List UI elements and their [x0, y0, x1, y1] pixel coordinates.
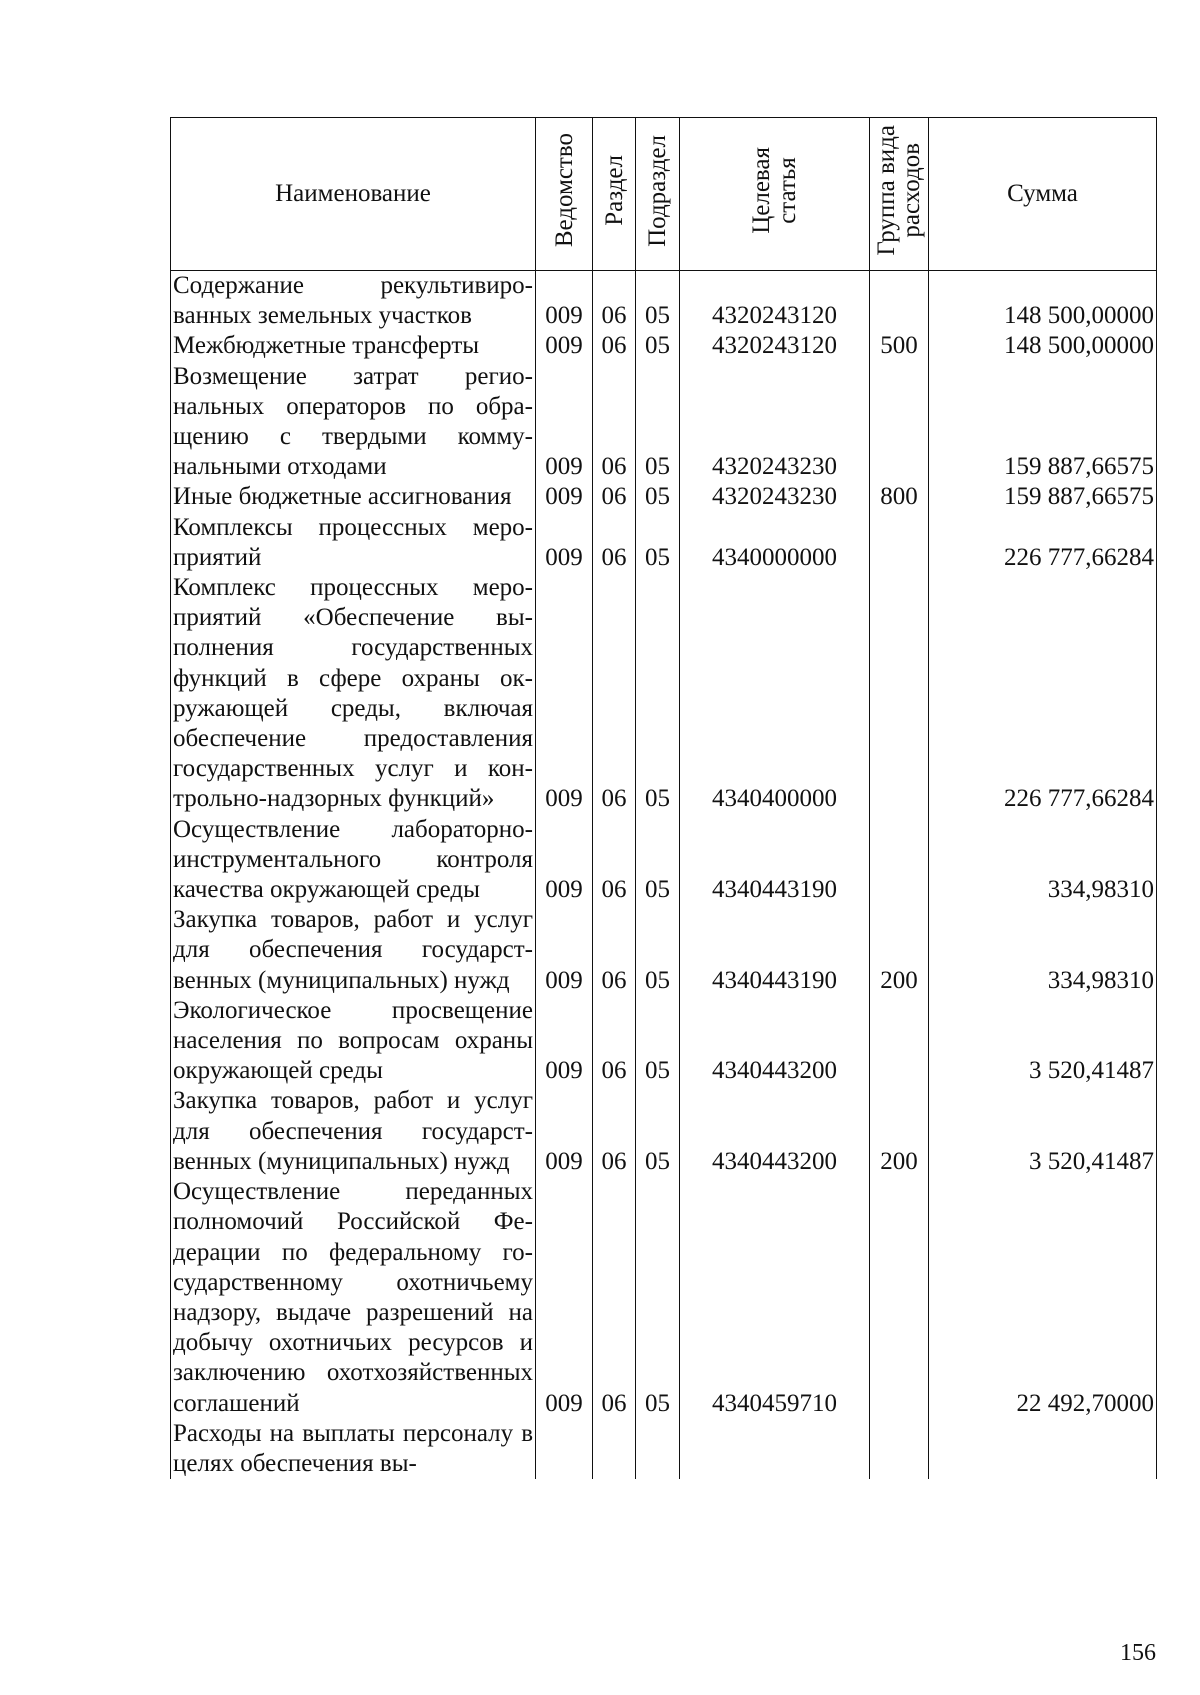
cell-vedomstvo: 009 [536, 362, 593, 483]
header-expense-group: Группа вида расходов [870, 118, 929, 271]
cell-name: Экологическое просвещение населения по вопросам охраны окружающей среды [171, 996, 536, 1087]
cell-podrazdel: 05 [636, 815, 680, 906]
cell-sum [929, 1419, 1157, 1479]
header-sum: Сумма [929, 118, 1157, 271]
cell-razdel: 06 [593, 905, 636, 996]
cell-expense-group [870, 1419, 929, 1479]
cell-expense-group [870, 815, 929, 906]
table-header [171, 118, 1157, 271]
cell-name: Осуществление переданных полномочий Российской Федерации по федеральному государственному охотничьему надзору, выдаче разрешений на добычу охотничьих ресурсов и заключению охотхозяйственных соглашений [171, 1177, 536, 1419]
cell-podrazdel: 05 [636, 271, 680, 332]
cell-expense-group [870, 271, 929, 332]
cell-name: Иные бюджетные ассигнования [171, 482, 536, 512]
cell-vedomstvo: 009 [536, 996, 593, 1087]
cell-target-article: 4340400000 [680, 573, 870, 815]
cell-razdel: 06 [593, 271, 636, 332]
table-row [171, 573, 1157, 815]
cell-target-article: 4340443190 [680, 905, 870, 996]
cell-target-article: 4320243120 [680, 271, 870, 332]
cell-sum: 226 777,66284 [929, 513, 1157, 573]
cell-expense-group: 200 [870, 905, 929, 996]
table-row [171, 905, 1157, 996]
table-row [171, 1086, 1157, 1177]
cell-expense-group: 500 [870, 331, 929, 361]
cell-name: Осуществление лабораторно-инструментального контроля качества окружающей среды [171, 815, 536, 906]
cell-podrazdel: 05 [636, 331, 680, 361]
table-row [171, 996, 1157, 1087]
cell-podrazdel: 05 [636, 362, 680, 483]
cell-expense-group [870, 573, 929, 815]
cell-razdel: 06 [593, 331, 636, 361]
cell-expense-group: 200 [870, 1086, 929, 1177]
cell-sum: 334,98310 [929, 905, 1157, 996]
cell-sum: 159 887,66575 [929, 482, 1157, 512]
table-row [171, 1177, 1157, 1419]
cell-razdel: 06 [593, 362, 636, 483]
cell-razdel: 06 [593, 482, 636, 512]
cell-name: Содержание рекультивированных земельных участков [171, 271, 536, 332]
cell-expense-group [870, 1177, 929, 1419]
cell-expense-group [870, 362, 929, 483]
table-row [171, 482, 1157, 512]
cell-podrazdel: 05 [636, 1086, 680, 1177]
cell-razdel [593, 1419, 636, 1479]
cell-razdel: 06 [593, 1086, 636, 1177]
header-podrazdel: Подраздел [636, 118, 680, 271]
table-row [171, 513, 1157, 573]
cell-target-article: 4340443200 [680, 996, 870, 1087]
cell-sum: 148 500,00000 [929, 331, 1157, 361]
cell-name: Расходы на выплаты персоналу в целях обеспечения вы- [171, 1419, 536, 1479]
table-row [171, 331, 1157, 361]
cell-target-article: 4320243120 [680, 331, 870, 361]
cell-target-article [680, 1419, 870, 1479]
cell-sum: 3 520,41487 [929, 1086, 1157, 1177]
cell-target-article: 4320243230 [680, 482, 870, 512]
cell-sum: 3 520,41487 [929, 996, 1157, 1087]
header-target-article: Целевая статья [680, 118, 870, 271]
table-row [171, 815, 1157, 906]
cell-razdel: 06 [593, 815, 636, 906]
cell-vedomstvo: 009 [536, 1177, 593, 1419]
cell-expense-group [870, 996, 929, 1087]
cell-podrazdel [636, 1419, 680, 1479]
table-row [171, 1419, 1157, 1479]
cell-sum: 159 887,66575 [929, 362, 1157, 483]
cell-name: Комплекс процессных мероприятий «Обеспечение выполнения государственных функций в сфере охраны окружающей среды, включая обеспечение предоставления государственных услуг и контрольно-надзорных функций» [171, 573, 536, 815]
cell-razdel: 06 [593, 1177, 636, 1419]
cell-target-article: 4320243230 [680, 362, 870, 483]
cell-vedomstvo: 009 [536, 513, 593, 573]
cell-podrazdel: 05 [636, 482, 680, 512]
cell-name: Закупка товаров, работ и услуг для обеспечения государственных (муниципальных) нужд [171, 1086, 536, 1177]
cell-sum: 148 500,00000 [929, 271, 1157, 332]
cell-razdel: 06 [593, 513, 636, 573]
cell-razdel: 06 [593, 573, 636, 815]
cell-sum: 334,98310 [929, 815, 1157, 906]
cell-podrazdel: 05 [636, 513, 680, 573]
cell-vedomstvo: 009 [536, 482, 593, 512]
cell-target-article: 4340000000 [680, 513, 870, 573]
budget-table [170, 117, 1157, 1479]
cell-name: Комплексы процессных мероприятий [171, 513, 536, 573]
cell-vedomstvo: 009 [536, 271, 593, 332]
cell-podrazdel: 05 [636, 1177, 680, 1419]
table-body [171, 271, 1157, 1480]
cell-target-article: 4340443200 [680, 1086, 870, 1177]
cell-vedomstvo: 009 [536, 815, 593, 906]
header-vedomstvo: Ведомство [536, 118, 593, 271]
cell-vedomstvo: 009 [536, 573, 593, 815]
table-row [171, 271, 1157, 332]
cell-sum: 226 777,66284 [929, 573, 1157, 815]
cell-podrazdel: 05 [636, 996, 680, 1087]
page-number: 156 [1120, 1640, 1156, 1666]
cell-vedomstvo: 009 [536, 1086, 593, 1177]
cell-razdel: 06 [593, 996, 636, 1087]
header-razdel: Раздел [593, 118, 636, 271]
cell-expense-group: 800 [870, 482, 929, 512]
cell-name: Межбюджетные трансферты [171, 331, 536, 361]
cell-vedomstvo [536, 1419, 593, 1479]
cell-name: Возмещение затрат региональных операторов по обращению с твердыми коммунальными отходами [171, 362, 536, 483]
cell-target-article: 4340459710 [680, 1177, 870, 1419]
cell-target-article: 4340443190 [680, 815, 870, 906]
cell-podrazdel: 05 [636, 905, 680, 996]
cell-name: Закупка товаров, работ и услуг для обеспечения государственных (муниципальных) нужд [171, 905, 536, 996]
cell-vedomstvo: 009 [536, 331, 593, 361]
cell-expense-group [870, 513, 929, 573]
table-row [171, 362, 1157, 483]
header-name: Наименование [171, 118, 536, 271]
cell-vedomstvo: 009 [536, 905, 593, 996]
cell-sum: 22 492,70000 [929, 1177, 1157, 1419]
cell-podrazdel: 05 [636, 573, 680, 815]
